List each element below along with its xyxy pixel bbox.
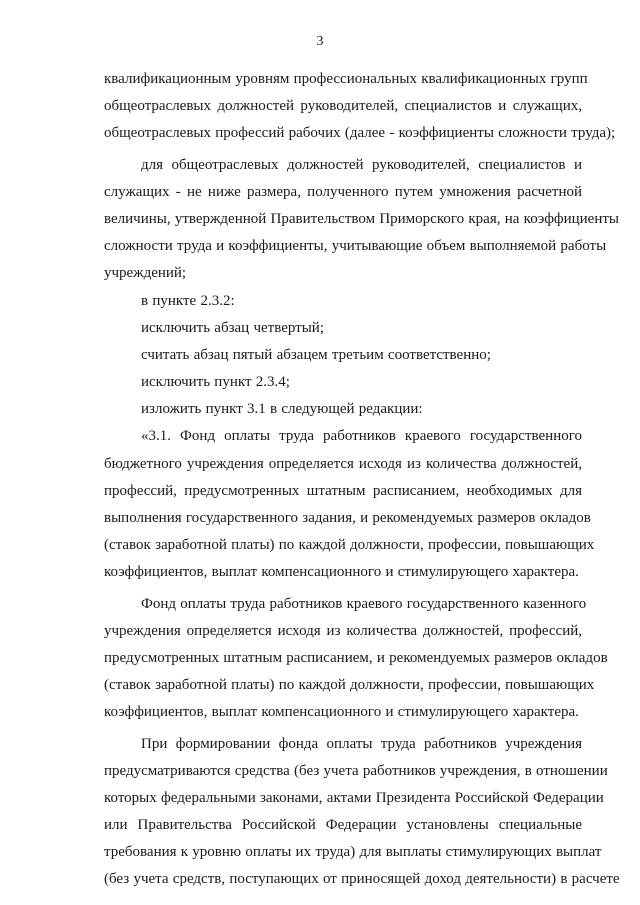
text-line: Фонд оплаты труда работников краевого государственного казенного bbox=[141, 595, 587, 612]
text-line: изложить пункт 3.1 в следующей редакции: bbox=[141, 401, 423, 418]
text-line: или Правительства Российской Федерации установлены специальные bbox=[104, 817, 582, 834]
text-line: предусмотренных штатным расписанием, и рекомендуемых размеров окладов bbox=[104, 649, 608, 666]
text-line: служащих - не ниже размера, полученного путем умножения расчетной bbox=[104, 183, 582, 200]
text-line: (ставок заработной платы) по каждой должности, профессии, повышающих bbox=[104, 537, 595, 554]
text-line: в пункте 2.3.2: bbox=[141, 292, 235, 309]
text-line: исключить пункт 2.3.4; bbox=[141, 374, 290, 391]
text-line: коэффициентов, выплат компенсационного и стимулирующего характера. bbox=[104, 564, 579, 581]
text-line: бюджетного учреждения определяется исходя из количества должностей, bbox=[104, 455, 582, 472]
text-line: выполнения государственного задания, и рекомендуемых размеров окладов bbox=[104, 510, 591, 526]
text-line: сложности труда и коэффициенты, учитывающие объем выполняемой работы bbox=[104, 238, 607, 255]
text-line: величины, утвержденной Правительством Приморского края, на коэффициенты bbox=[104, 210, 619, 227]
text-line: «3.1. Фонд оплаты труда работников краевого государственного bbox=[141, 428, 582, 445]
document-body bbox=[104, 66, 620, 894]
text-line: квалификационным уровням профессиональных квалификационных групп bbox=[104, 71, 588, 87]
text-line: При формировании фонда оплаты труда работников учреждения bbox=[141, 735, 582, 752]
text-line: (ставок заработной платы) по каждой должности, профессии, повышающих bbox=[104, 677, 595, 694]
text-line: исключить абзац четвертый; bbox=[141, 319, 324, 336]
text-line: учреждения определяется исходя из количества должностей, профессий, bbox=[104, 622, 582, 639]
text-line: (без учета средств, поступающих от приносящей доход деятельности) в расчете bbox=[104, 871, 620, 888]
text-line: для общеотраслевых должностей руководителей, специалистов и bbox=[141, 156, 582, 173]
text-line: общеотраслевых профессий рабочих (далее - коэффициенты сложности труда); bbox=[104, 125, 616, 142]
text-line: коэффициентов, выплат компенсационного и стимулирующего характера. bbox=[104, 704, 579, 721]
text-line: профессий, предусмотренных штатным расписанием, необходимых для bbox=[104, 482, 582, 499]
text-line: требования к уровню оплаты их труда) для выплаты стимулирующих выплат bbox=[104, 844, 602, 861]
text-line: считать абзац пятый абзацем третьим соответственно; bbox=[141, 346, 491, 363]
text-line: предусматриваются средства (без учета работников учреждения, в отношении bbox=[104, 762, 608, 779]
text-line: которых федеральными законами, актами Президента Российской Федерации bbox=[104, 789, 604, 806]
page-number: 3 bbox=[316, 34, 324, 49]
text-line: общеотраслевых должностей руководителей, специалистов и служащих, bbox=[104, 98, 582, 115]
text-line: учреждений; bbox=[104, 265, 187, 282]
